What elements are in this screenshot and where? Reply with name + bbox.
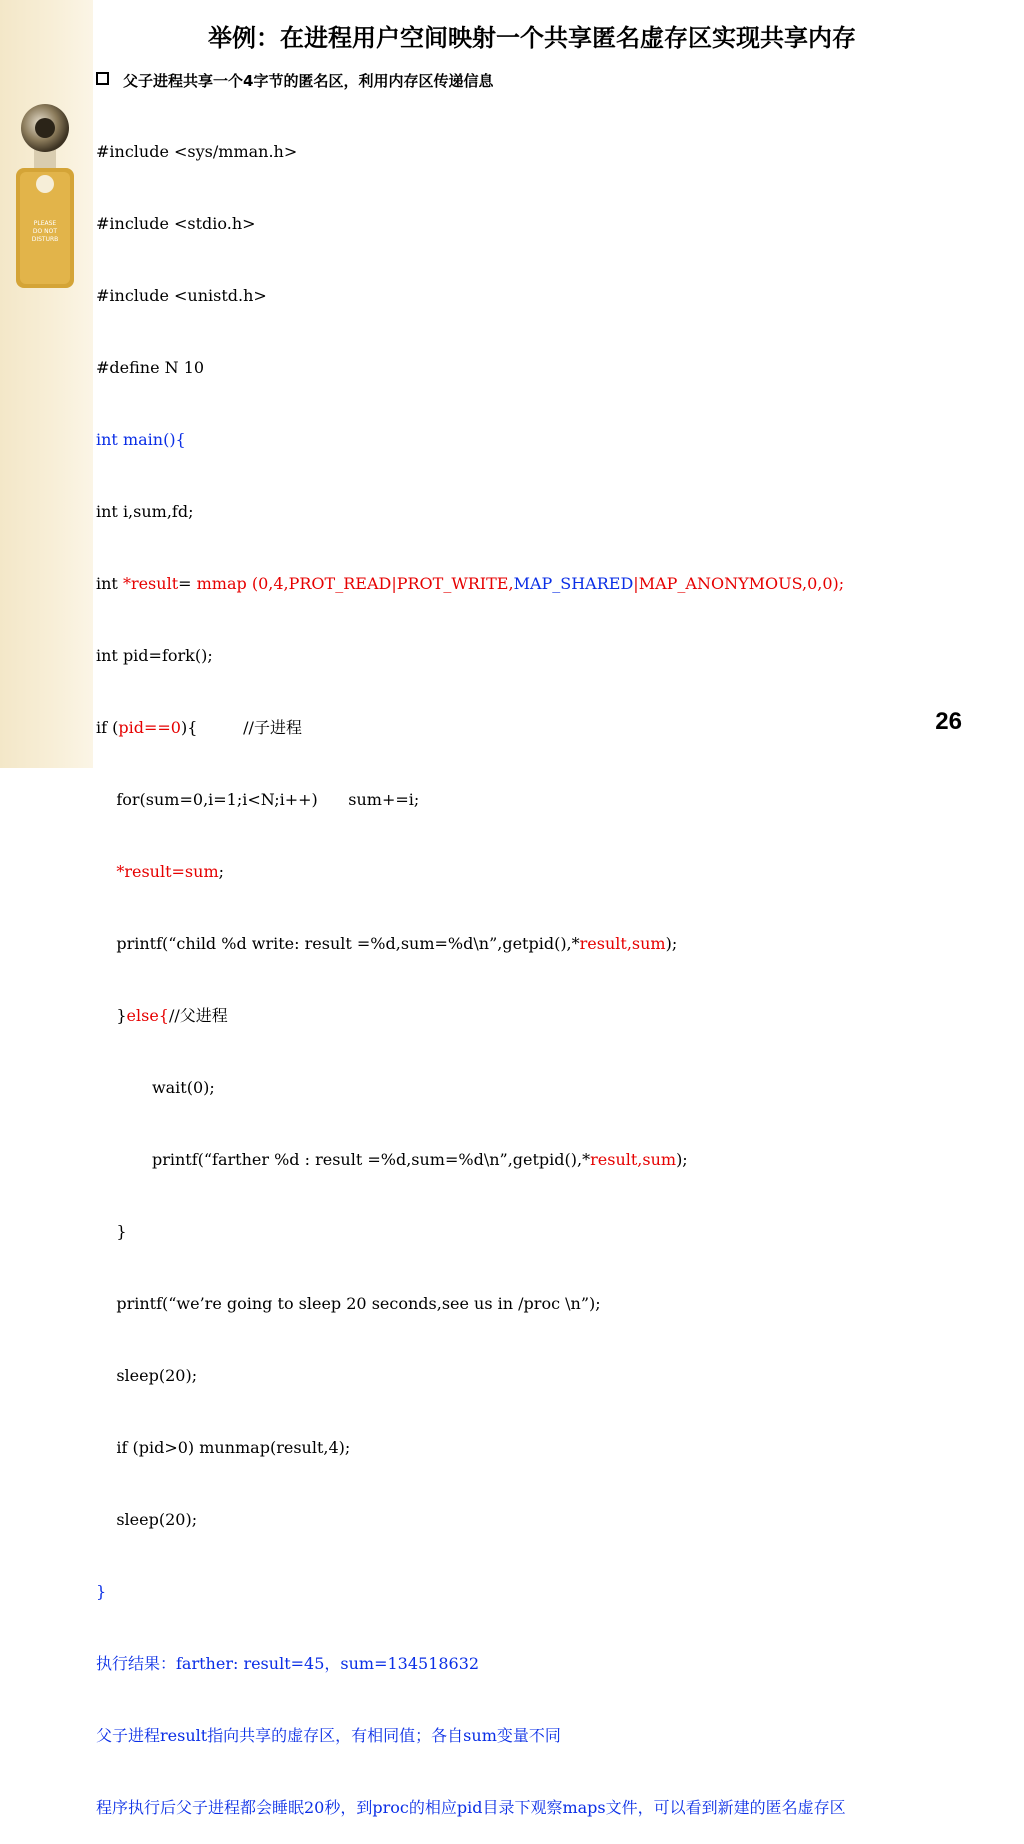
code-line: int pid=fork(); — [96, 646, 213, 665]
explanation-line: 父子进程result指向共享的虚存区，有相同值；各自sum变量不同 — [96, 1726, 561, 1745]
code-line-mmap — [96, 572, 846, 596]
code-token: ){ //子进程 — [180, 718, 302, 737]
code-token: pid==0 — [118, 718, 181, 737]
code-token: printf(“farther %d : result =%d,sum=%d\n”,getpid(),* — [96, 1150, 591, 1169]
code-token: printf(“child %d write: result =%d,sum=%d\n”,getpid(),* — [96, 934, 580, 953]
code-block — [96, 92, 846, 1844]
code-token: result,sum — [579, 934, 666, 953]
code-token: } — [96, 1006, 127, 1025]
code-token: result,sum — [590, 1150, 677, 1169]
code-token: *result=sum — [116, 862, 219, 881]
code-token: int — [96, 574, 123, 593]
door-hanger-image — [12, 100, 78, 295]
explanation-line: 程序执行后父子进程都会睡眠20秒，到proc的相应pid目录下观察maps文件，可以看到新建的匿名虚存区 — [96, 1798, 846, 1817]
code-line-printf-child — [96, 932, 846, 956]
code-line: wait(0); — [96, 1078, 215, 1097]
sign-text-3: DISTURB — [31, 236, 59, 243]
result-line: 执行结果：farther: result=45，sum=134518632 — [96, 1654, 480, 1673]
code-line: if (pid>0) munmap(result,4); — [96, 1438, 351, 1457]
code-line-assign — [96, 860, 846, 884]
code-token: mmap (0,4,PROT_READ|PROT_WRITE, — [196, 574, 514, 593]
code-line: sleep(20); — [96, 1510, 198, 1529]
bullet-text: 父子进程共享一个4字节的匿名区，利用内存区传递信息 — [123, 72, 494, 90]
code-token: ; — [218, 862, 225, 881]
sign-text-2: DO NOT — [32, 228, 58, 235]
code-line-if — [96, 716, 846, 740]
code-line: #define N 10 — [96, 358, 205, 377]
code-token — [96, 862, 116, 881]
code-line: } — [96, 1222, 127, 1241]
page-number: 26 — [935, 708, 962, 735]
code-line-printf-parent — [96, 1148, 846, 1172]
slide-title: 举例：在进程用户空间映射一个共享匿名虚存区实现共享内存 — [208, 24, 856, 52]
code-line: printf(“we’re going to sleep 20 seconds,see us in /proc \n”); — [96, 1294, 601, 1313]
code-line: for(sum=0,i=1;i<N;i++) sum+=i; — [96, 790, 420, 809]
code-token: //父进程 — [168, 1006, 228, 1025]
code-line: int i,sum,fd; — [96, 502, 194, 521]
code-line: #include <unistd.h> — [96, 286, 267, 305]
code-token: ); — [665, 934, 678, 953]
code-line: #include <sys/mman.h> — [96, 142, 298, 161]
code-token: *result — [122, 574, 179, 593]
code-line-main: int main(){ — [96, 430, 186, 449]
code-line-else — [96, 1004, 846, 1028]
bullet-item — [96, 70, 493, 91]
code-token: if ( — [96, 718, 119, 737]
code-token: = — [178, 574, 197, 593]
code-line: sleep(20); — [96, 1366, 198, 1385]
code-token: |MAP_ANONYMOUS,0,0); — [633, 574, 845, 593]
code-line-closing-brace: } — [96, 1582, 107, 1601]
code-token: MAP_SHARED — [513, 574, 634, 593]
code-token: else{ — [126, 1006, 169, 1025]
square-bullet-icon — [96, 72, 109, 85]
code-line: #include <stdio.h> — [96, 214, 256, 233]
code-token: ); — [676, 1150, 688, 1169]
sign-text-1: PLEASE — [33, 220, 57, 227]
